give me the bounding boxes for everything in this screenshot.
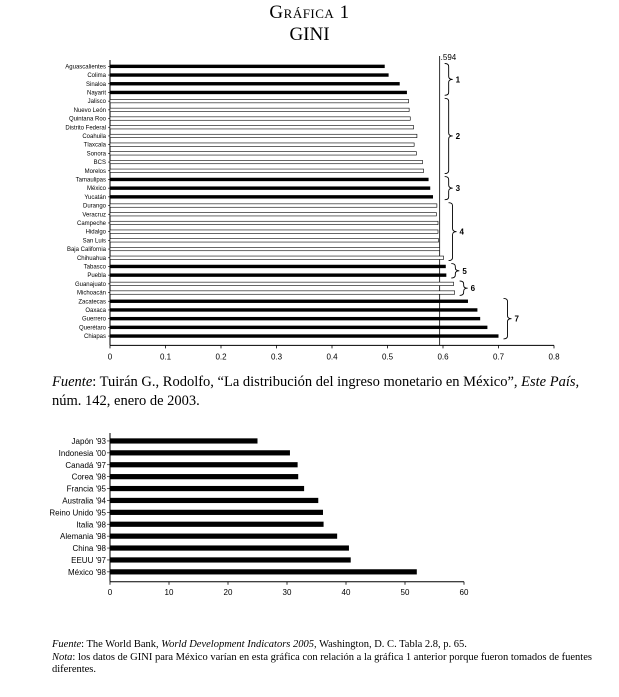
category-label: Australia '94 xyxy=(62,496,106,506)
x-tick-label: 30 xyxy=(282,587,292,597)
category-label: Quintana Roo xyxy=(68,116,106,123)
category-label: San Luis xyxy=(82,238,106,245)
source-text: : The World Bank, xyxy=(81,639,162,650)
x-tick-label: 0.2 xyxy=(215,352,227,362)
x-tick-label: 0 xyxy=(107,587,113,597)
source-note-2 xyxy=(32,639,592,677)
x-tick-label: 0.1 xyxy=(159,352,172,362)
bar xyxy=(110,557,351,562)
source-journal: Este País, xyxy=(521,374,580,390)
x-tick-label: 20 xyxy=(223,587,233,597)
source-text-end: núm. 142, enero de 2003. xyxy=(52,393,200,409)
category-label: Nayarit xyxy=(86,90,106,97)
category-label: Querétaro xyxy=(78,325,106,332)
category-label: Tamaulipas xyxy=(75,177,106,184)
category-label: Alemania '98 xyxy=(60,532,106,542)
category-label: Guanajuato xyxy=(74,281,106,288)
category-label: México xyxy=(86,186,106,193)
bar xyxy=(110,534,337,539)
category-label: Coahuila xyxy=(82,133,106,140)
category-label: Japón '93 xyxy=(71,436,106,446)
category-label: China '98 xyxy=(72,544,106,554)
figure-title: Gráfica 1 xyxy=(269,2,350,23)
group-label: 6 xyxy=(470,284,476,294)
category-label: México '98 xyxy=(68,567,106,577)
category-label: Michoacán xyxy=(76,290,106,297)
category-label: Morelos xyxy=(84,168,106,175)
x-tick-label: 40 xyxy=(341,587,351,597)
category-label: Colima xyxy=(87,73,106,80)
note-text: : los datos de GINI para México varían en esta gráfica con relación a la gráfica 1 anterior porque fueron tomados de fuentes diferentes. xyxy=(52,651,592,675)
x-tick-label: 0.3 xyxy=(270,352,283,362)
bar xyxy=(110,450,290,455)
category-label: Hidalgo xyxy=(85,229,106,236)
category-label: Sinaloa xyxy=(85,81,106,88)
category-label: Tlaxcala xyxy=(83,142,106,149)
category-label: EEUU '97 xyxy=(71,555,106,565)
source-note-1 xyxy=(32,373,592,411)
category-label: Zacatecas xyxy=(78,299,106,306)
category-label: Nuevo León xyxy=(73,107,106,114)
category-label: Reino Unido '95 xyxy=(49,508,106,518)
x-tick-label: 10 xyxy=(164,587,174,597)
category-label: Francia '95 xyxy=(66,484,106,494)
category-label: Chihuahua xyxy=(76,255,106,262)
bar xyxy=(110,474,298,479)
source-text: : Tuirán G., Rodolfo, “La distribución del ingreso monetario en México”, xyxy=(92,374,522,390)
category-label: Italia '98 xyxy=(76,520,106,530)
group-label: 1 xyxy=(455,75,461,85)
bar xyxy=(110,510,323,515)
x-tick-label: 0 xyxy=(107,352,113,362)
bar xyxy=(110,486,304,491)
figure-subtitle: GINI xyxy=(289,24,330,45)
group-label: 4 xyxy=(459,227,465,237)
group-label: 3 xyxy=(455,184,461,194)
x-tick-label: 0.7 xyxy=(492,352,505,362)
bar xyxy=(110,545,349,550)
source-text-end: , Washington, D. C. Tabla 2.8, p. 65. xyxy=(314,639,467,650)
category-label: Oaxaca xyxy=(85,307,106,314)
group-label: 5 xyxy=(462,266,467,276)
source-book: World Development Indicators 2005 xyxy=(161,639,315,650)
category-label: Chiapas xyxy=(83,334,106,341)
group-label: 7 xyxy=(514,314,519,324)
category-label: Jalisco xyxy=(87,99,106,106)
category-label: Guerrero xyxy=(81,316,106,323)
x-tick-label: 0.5 xyxy=(381,352,394,362)
bar xyxy=(110,498,318,503)
x-tick-label: 0.8 xyxy=(548,352,560,362)
x-tick-label: 0.4 xyxy=(326,352,338,362)
note-label: Nota xyxy=(52,651,73,663)
category-label: Aguascalientes xyxy=(65,64,106,71)
reference-line-label: .594 xyxy=(440,53,457,62)
x-tick-label: 50 xyxy=(400,587,410,597)
category-label: Canadá '97 xyxy=(65,460,106,470)
category-label: Distrito Federal xyxy=(65,125,106,132)
category-label: Baja California xyxy=(66,247,106,254)
x-tick-label: 60 xyxy=(459,587,469,597)
group-label: 2 xyxy=(455,131,461,141)
bar xyxy=(110,522,324,527)
category-label: BCS xyxy=(93,160,106,167)
source-label: Fuente xyxy=(52,374,93,390)
category-label: Puebla xyxy=(87,273,106,280)
category-label: Veracruz xyxy=(82,212,106,219)
category-label: Durango xyxy=(82,203,106,210)
category-label: Tabasco xyxy=(83,264,106,271)
bar xyxy=(110,569,417,574)
category-label: Corea '98 xyxy=(71,472,106,482)
category-label: Campeche xyxy=(76,220,106,227)
category-label: Yucatán xyxy=(84,194,106,201)
source-label: Fuente xyxy=(52,639,82,650)
bar xyxy=(110,462,298,467)
x-tick-label: 0.6 xyxy=(437,352,449,362)
category-label: Sonora xyxy=(86,151,106,158)
bar xyxy=(110,438,258,443)
category-label: Indonesia '00 xyxy=(58,448,106,458)
